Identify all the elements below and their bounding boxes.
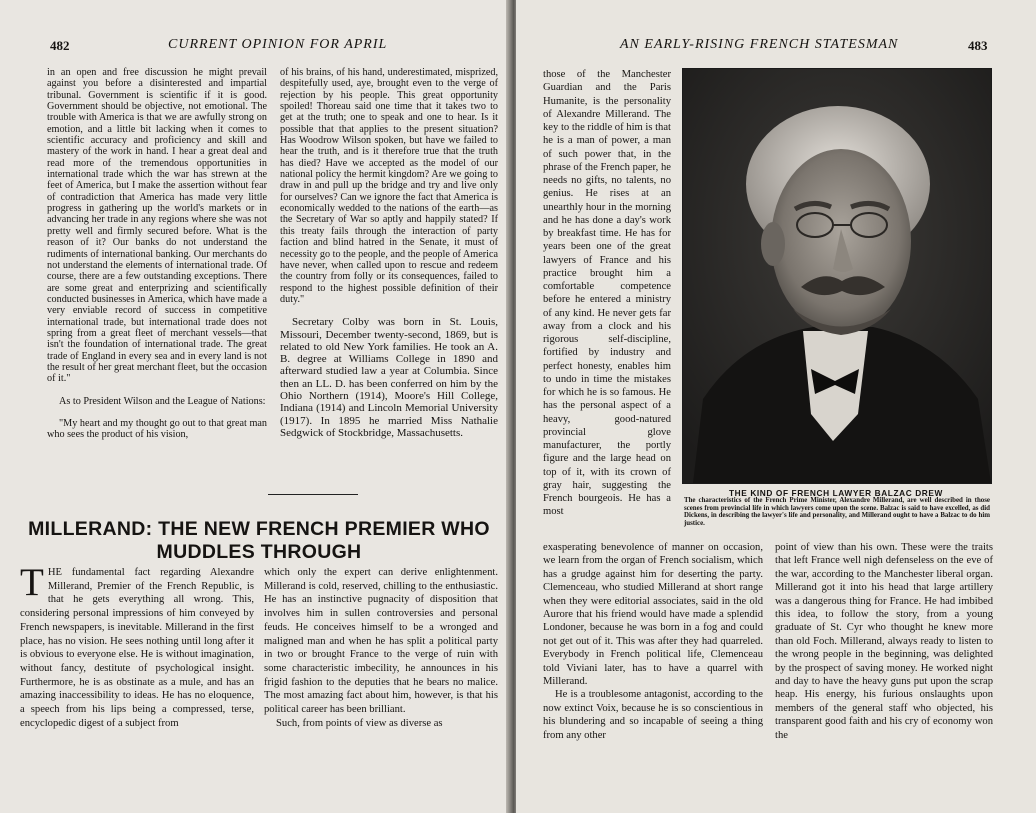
paragraph: which only the expert can derive enlightenment. Millerand is cold, reserved, chilling to the enthusiastic. He has an instinctive pugnacity of disposition that involves him in sullen controversies and personal feuds. He conceives himself to be a wronged and maligned man and when he has split a political party in two or brought France to the verge of ruin with some characteristic imbecility, he announces in his frigid fashion to the deputies that he bears no malice. The most amazing fact about him, however, is that his political career has been brilliant.	[264, 567, 498, 716]
quote: "My heart and my thought go out to that great man who sees the product of his vision,	[47, 417, 267, 441]
paragraph: those of the Manchester Guardian and the Paris Humanite, is the personality of Alexandre Millerand. The key to the riddle of him is that he is a man of power, a man of such power that, in the phrase of the French paper, he needs no gifts, no talents, no genius. He rises at an unearthly hour in the morning and he has done a day's work by breakfast time. He has for years been one of the great lawyers of France and his practice brought him a comfortable competence before he entered a ministry of any kind. He never gets far away from a clock and his rigorous self-discipline, fortified by industry and perfect honesty, enables him to undo in time the mistakes for which he is so famous. He has the personal aspect of a heavy, good-natured provincial glove manufacturer, the portly figure and the large head on top of it, with its crown of gray hair, suggesting the French bourgeois. He has a most	[543, 69, 671, 518]
article-headline-line-1: MILLERAND: THE NEW FRENCH PREMIER WHO	[28, 518, 490, 540]
photo-caption-text: The characteristics of the French Prime Minister, Alexandre Millerand, are well described in those scenes from provincial life in which lawyers come upon the scene. Balzac is said to have excelled, as did Dickens, in describing the lawyer's life and personality, and Millerand ought to have a Balzac to do him justice.	[684, 497, 990, 527]
section-divider	[268, 494, 358, 495]
paragraph: exasperating benevolence of manner on occasion, we learn from the organ of French socialism, which has a grudge against him for deserting the party. Clemenceau, who studied Millerand at short range when they were editorial associates, said in the old Aurore that his friend would have made a splendid Londoner, because he was born in a fog and could not get out of it. This was after they had quarreled. Everybody in French political life, Clemenceau told Viviani later, has to have a quarrel with Millerand.	[543, 542, 763, 688]
left-running-head: CURRENT OPINION FOR APRIL	[168, 37, 388, 52]
paragraph: of his brains, of his hand, underestimated, misprized, despitefully used, aye, brought even to the verge of rejection by his people. This great opportunity spoiled! Thoreau said one time that it takes two to get at the truth; one to speak and one to hear. Is it possible that that applies to the present situation? Has Woodrow Wilson spoken, but have we failed to hear the truth, and is it therefore true that the truth has died? Have we accepted as the model of our national policy the hermit kingdom? Are we going to draw in and pull up the bridge and try and live only for ourselves? Can we ignore the fact that America is economically wedded to the nations of the earth—as the Secretary of War so aptly and happily stated? If this treaty fails through the interaction of party faction and blind hatred in the Senate, it must of necessity go to the people, and the people of America have never, when called upon to rescue and redeem the country from folly or its consequences, failed to respond to the highest possible definition of their duty."	[280, 67, 498, 305]
article-text: HE fundamental fact regarding Alexandre Millerand, Premier of the French Republic, is that he gets everything all wrong. This, considering personal impressions of him conveyed by French newspapers, is inevitable. Millerand in the first place, has no vision. He sees nothing until long after it is obvious to everyone else. He is without imagination, without fancy, destitute of psychological insight. Furthermore, he is as obstinate as a mule, and has an amazing inaccessibility to ideas. He has no eloquence, a speech from his lips being a compressed, terse, encyclopedic digest of a subject from	[20, 567, 254, 729]
paragraph: He is a troublesome antagonist, according to the now extinct Voix, because he is so conscientious in his blundering and so incapable of seeing a thing from any other	[543, 689, 763, 741]
article-headline-line-2: MUDDLES THROUGH	[156, 541, 362, 563]
right-bottom-column-2	[775, 541, 993, 742]
portrait-illustration	[683, 69, 991, 483]
right-bottom-column-1	[543, 541, 763, 742]
right-running-head: AN EARLY-RISING FRENCH STATESMAN	[620, 37, 899, 52]
drop-cap: T	[20, 561, 44, 604]
left-column-1	[47, 67, 267, 441]
left-page-number: 482	[50, 38, 70, 53]
right-narrow-column	[543, 68, 671, 519]
article-column-2	[264, 566, 498, 730]
photo-caption-title: THE KIND OF FRENCH LAWYER BALZAC DREW	[729, 488, 943, 498]
right-page-number: 483	[968, 38, 988, 53]
left-column-2	[280, 67, 498, 439]
bio-paragraph: Secretary Colby was born in St. Louis, Missouri, December twenty-second, 1869, but is related to old New York families. He took an A. B. degree at Williams College in 1890 and afterward studied law a year at Columbia. Since then an LL. D. has been conferred on him by the Ohio Northern (1914), Moore's Hill College, Indiana (1914) and Lincoln Memorial University (1917). In 1895 he married Miss Nathalie Sedgwick of Stockbridge, Massachusetts.	[280, 316, 498, 439]
section-lead: As to President Wilson and the League of Nations:	[59, 395, 266, 407]
paragraph: in an open and free discussion he might prevail against you before a disinterested and impartial tribunal. Government is scientific if it is good. Government should be objective, not emotional. The trouble with America is that we are awfully strong on emotion, and a little bit lacking when it comes to scientific accuracy and proficiency and skill and mastery of the work in hand. I hear a great deal and read more of the tremendous opportunities in international trade which the war has strewn at the feet of America, but I make the assertion without fear of contradiction that America has made very little progress in gathering up the world's markets or in advancing her trade in any regions where she was not pretty well and firmly secured before. What is the reason of it? Our banks do not understand the rudiments of international banking. Our merchants do not understand the elements of international trade. Of course, there are a few outstanding exceptions. There are some great and enterprizing and scientifically conducted businesses in America, which have made a very enviable record of success in competitive international trade, but international trade does not spring from a great fleet of merchant vessels—that isn't the foundation of international trade. The great trade of England in every sea and in every land is not the result of her great merchant fleet, but the occasion of it."	[47, 67, 267, 385]
article-column-1	[20, 561, 254, 730]
portrait-photo	[682, 68, 992, 484]
paragraph: point of view than his own. These were the traits that left France well nigh defenseless on the eve of the war, according to the Manchester liberal organ. Millerand got it into his head that large artillery was a dangerous thing for France. He had imbibed this idea, to follow the story, from a young graduate of St. Cyr who thought he knew more than old Foch. Millerand, always ready to listen to the wrong people in the beginning, was delighted by the prospect of saving money. He worked night and day to have the heavy guns put upon the scrap heap. His energy, his furious onslaughts upon members of the general staff who objected, his transparent good faith and his cry of economy won the	[775, 542, 993, 741]
paragraph: Such, from points of view as diverse as	[276, 717, 443, 729]
